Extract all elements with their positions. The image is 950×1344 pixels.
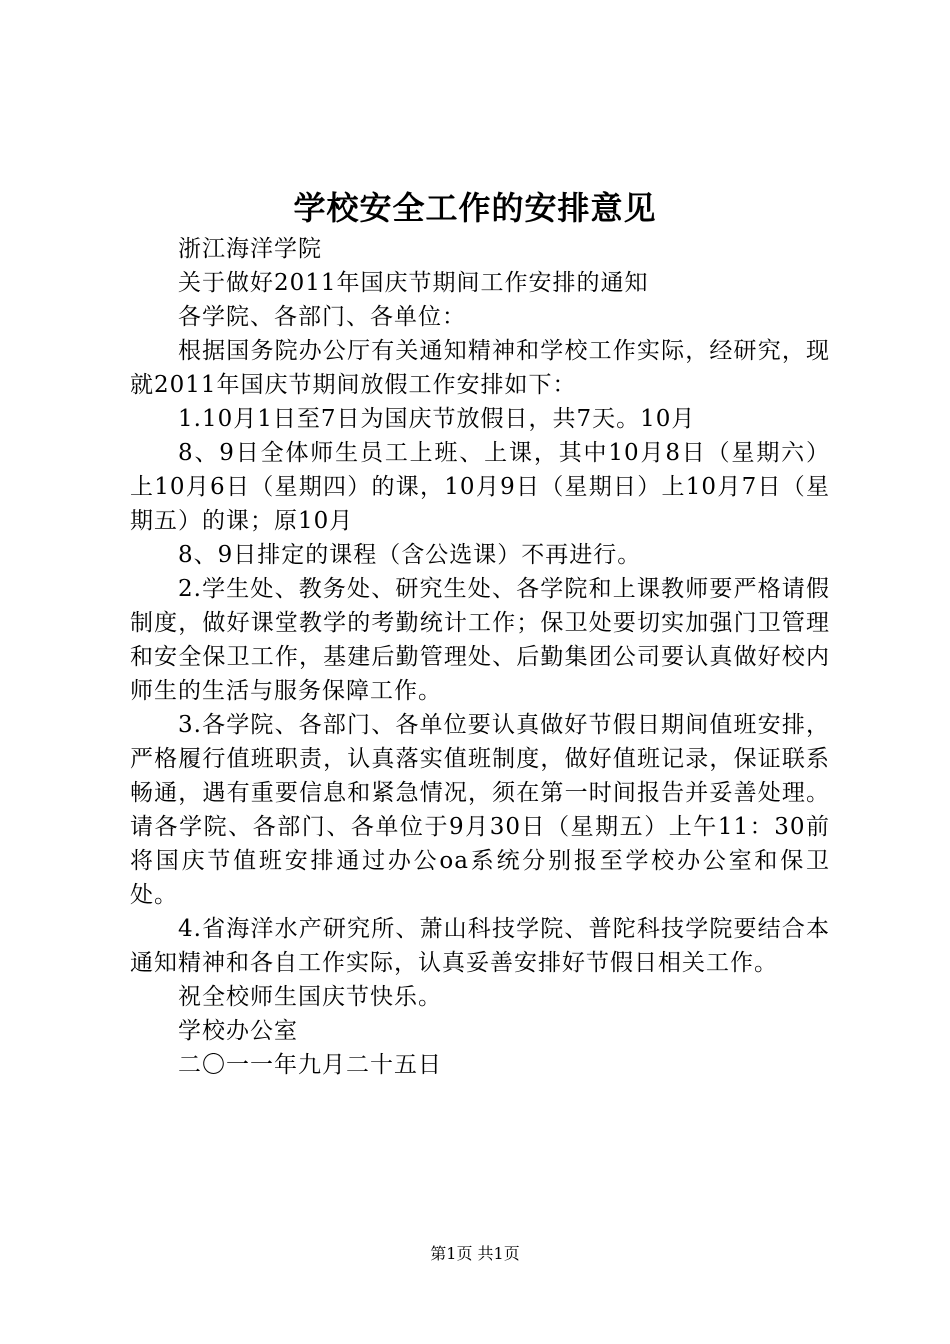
page-footer: 第1页 共1页	[430, 1244, 520, 1263]
intro-paragraph: 根据国务院办公厅有关通知精神和学校工作实际，经研究，现就2011年国庆节期间放假工作安排如下：	[130, 338, 830, 398]
signature-office: 学校办公室	[178, 1018, 298, 1044]
item-4-paragraph: 4.省海洋水产研究所、萧山科技学院、普陀科技学院要结合本通知精神和各自工作实际，认真妥善安排好节假日相关工作。	[130, 916, 830, 976]
notice-title: 关于做好2011年国庆节期间工作安排的通知	[178, 270, 649, 296]
item-3-paragraph: 3.各学院、各部门、各单位要认真做好节假日期间值班安排，严格履行值班职责，认真落实值班制度，做好值班记录，保证联系畅通，遇有重要信息和紧急情况，须在第一时间报告并妥善处理。请各学院、各部门、各单位于9月30日（星期五）上午11：30前将国庆节值班安排通过办公oa系统分别报至学校办公室和保卫处。	[130, 712, 830, 908]
signature-date: 二〇一一年九月二十五日	[178, 1052, 442, 1078]
salutation: 各学院、各部门、各单位：	[178, 304, 466, 330]
school-name: 浙江海洋学院	[178, 236, 322, 262]
document-title: 学校安全工作的安排意见	[293, 189, 657, 227]
item-1-paragraph: 1.10月1日至7日为国庆节放假日，共7天。10月	[178, 406, 696, 432]
greeting: 祝全校师生国庆节快乐。	[178, 984, 442, 1010]
item-1-continuation: 8、9日全体师生员工上班、上课，其中10月8日（星期六）上10月6日（星期四）的课，10月9日（星期日）上10月7日（星期五）的课；原10月	[130, 440, 830, 534]
item-2-paragraph: 2.学生处、教务处、研究生处、各学院和上课教师要严格请假制度，做好课堂教学的考勤统计工作；保卫处要切实加强门卫管理和安全保卫工作，基建后勤管理处、后勤集团公司要认真做好校内师生的生活与服务保障工作。	[130, 576, 830, 704]
item-1-end: 8、9日排定的课程（含公选课）不再进行。	[178, 542, 642, 568]
document-body	[130, 232, 830, 1082]
